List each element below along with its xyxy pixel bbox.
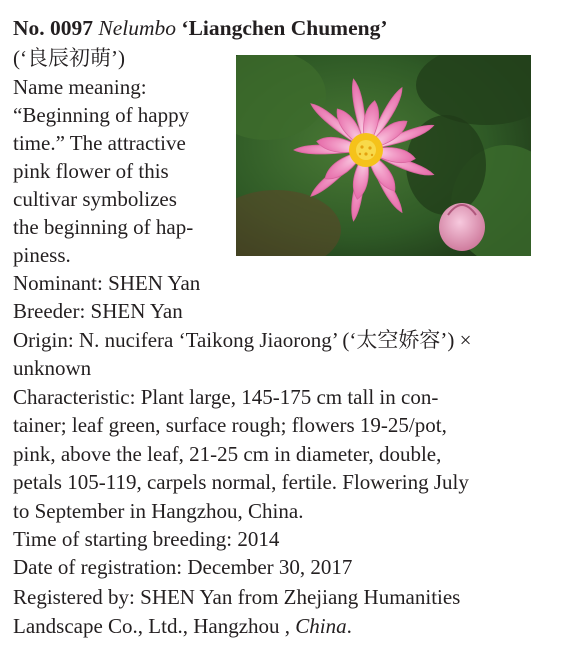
characteristic-line: tainer; leaf green, surface rough; flowers 19-25/pot, — [13, 413, 447, 437]
registered-by-line — [13, 612, 352, 640]
genus-name: Nelumbo — [98, 16, 177, 40]
origin-line: Origin: N. nucifera ‘Taikong Jiaorong’ (‘太空娇容’) × — [13, 328, 472, 352]
time-of-breeding: Time of starting breeding: 2014 — [13, 527, 280, 551]
date-of-registration: Date of registration: December 30, 2017 — [13, 555, 353, 579]
name-meaning-line: pink flower of this — [13, 159, 169, 183]
chinese-name: (‘良辰初萌’) — [13, 46, 125, 70]
name-meaning-line: time.” The attractive — [13, 131, 186, 155]
registrant-address: Landscape Co., Ltd., Hangzhou — [13, 614, 280, 638]
name-meaning-line: cultivar symbolizes — [13, 187, 177, 211]
characteristic-line: pink, above the leaf, 21-25 cm in diameter, double, — [13, 442, 442, 466]
name-meaning-line: Name meaning: — [13, 75, 147, 99]
characteristic-line: Characteristic: Plant large, 145-175 cm tall in con- — [13, 385, 439, 409]
cultivar-name: ‘Liangchen Chumeng’ — [181, 16, 388, 40]
lotus-flower-image — [236, 55, 531, 256]
registered-by-line: Registered by: SHEN Yan from Zhejiang Humanities — [13, 585, 461, 609]
lotus-bud — [439, 203, 485, 251]
name-meaning-line: the beginning of hap- — [13, 215, 194, 239]
address-separator: , — [279, 614, 296, 638]
lotus-flower-photo — [236, 55, 531, 256]
entry-number: No. 0097 — [13, 16, 94, 40]
characteristic-line: petals 105-119, carpels normal, fertile. Flowering July — [13, 470, 469, 494]
name-meaning-line: piness. — [13, 243, 71, 267]
name-meaning-line: “Beginning of happy — [13, 103, 190, 127]
origin-line: unknown — [13, 356, 92, 380]
registrant-country: China — [295, 614, 347, 638]
entry-title — [13, 14, 388, 42]
address-end: . — [346, 614, 352, 638]
characteristic-line: to September in Hangzhou, China. — [13, 499, 304, 523]
breeder: Breeder: SHEN Yan — [13, 299, 183, 323]
nominant: Nominant: SHEN Yan — [13, 271, 201, 295]
